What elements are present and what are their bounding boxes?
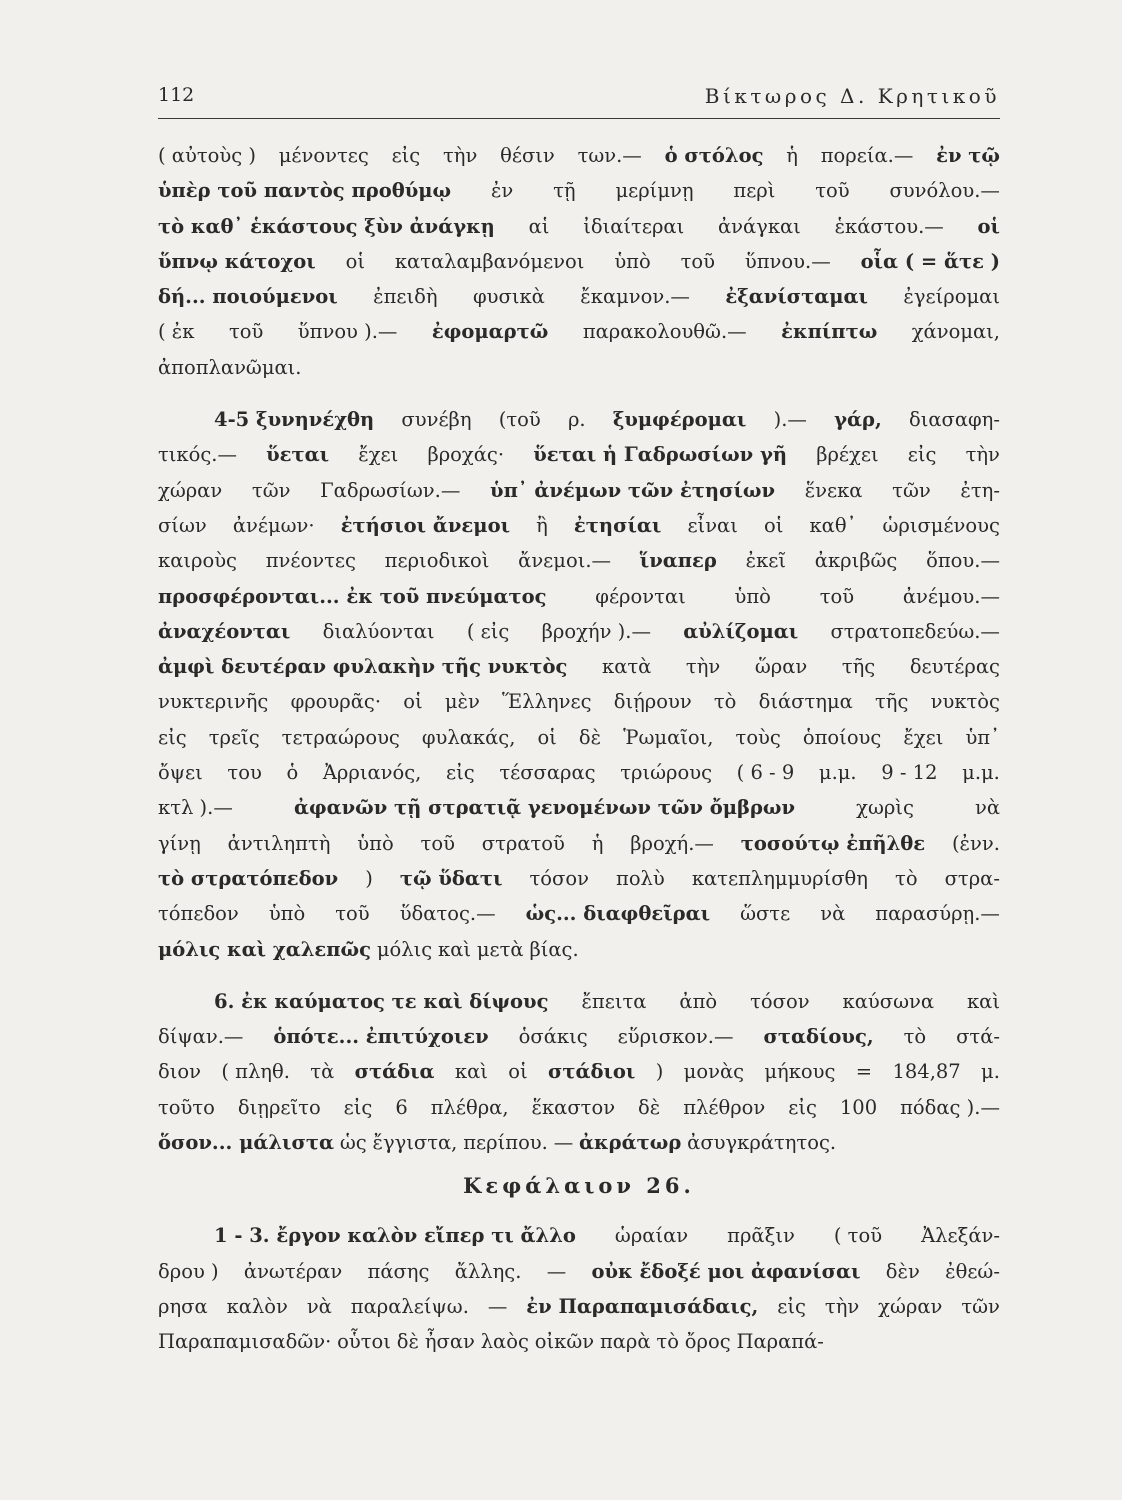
gloss-word: ἀποπλανῶμαι. [158, 355, 302, 379]
gloss-word: οὗτοι [337, 1330, 391, 1354]
lemma-term: ἵναπερ [639, 549, 717, 573]
gloss-word: τὴν [685, 655, 721, 679]
gloss-word: πορεία.— [820, 144, 914, 167]
text-line [158, 244, 1000, 279]
gloss-word: ἐν [490, 179, 514, 203]
gloss-word: τὴν [824, 1294, 860, 1318]
text-line [158, 1090, 1000, 1125]
gloss-word: νὰ [820, 902, 846, 926]
lemma-term: ὁ στόλος [664, 144, 764, 167]
text-line [158, 1289, 1000, 1324]
gloss-word: μὲν [444, 690, 480, 714]
lemma-term: ἐτήσιοι ἄνεμοι [340, 513, 511, 537]
lemma-term: ὡς... διαφθεῖραι [525, 902, 711, 926]
gloss-word: κατὰ [602, 655, 652, 679]
lemma-term: αὐλίζομαι [683, 619, 799, 643]
gloss-word: ( 6 - 9 [736, 761, 795, 785]
gloss-word: Παραπαμισαδῶν· [158, 1330, 332, 1354]
lemma-term: οὐκ ἔδοξέ μοι ἀφανίσαι [591, 1259, 861, 1283]
gloss-word: περίπου. [463, 1131, 548, 1155]
lemma-term: ὑπ᾽ ἀνέμων τῶν ἐτησίων [490, 478, 776, 502]
gloss-word: πόδας ).— [900, 1095, 1000, 1119]
gloss-word: βροχήν ).— [541, 619, 651, 643]
gloss-word: 184,87 [892, 1060, 961, 1084]
text-line [158, 720, 1000, 755]
gloss-word: εἶναι [687, 513, 738, 537]
text-line [158, 790, 1000, 825]
lemma-term: ἀφανῶν τῇ στρατιᾷ γενομένων τῶν ὄμβρων [293, 796, 796, 820]
text-line [158, 755, 1000, 790]
gloss-word: ἀνάγκαι [717, 214, 801, 238]
gloss-word: κτλ ).— [158, 796, 233, 820]
gloss-word: ἡ [786, 144, 798, 167]
chapter-heading-row [158, 1160, 1000, 1212]
gloss-word: βρέχει [816, 443, 879, 467]
chapter-heading: Κεφάλαιον 26. [463, 1173, 695, 1199]
gloss-word: κατεπλημμυρίσθη [691, 866, 868, 890]
gloss-word: πλέθρα, [430, 1095, 509, 1119]
gloss-word: εὕρισκον.— [617, 1025, 734, 1049]
gloss-word: ρ. [567, 408, 586, 432]
gloss-word: τῶν [251, 478, 291, 502]
gloss-word: Ἀρριανός, [322, 761, 422, 785]
lemma-term: ξυμφέρομαι [612, 408, 747, 432]
text-line [158, 861, 1000, 896]
gloss-word: ὕδατος.— [399, 902, 496, 926]
gloss-word: οἰκῶν [534, 1330, 595, 1354]
gloss-word: τρεῖς [208, 725, 260, 749]
lemma-term: ἀμφὶ δευτέραν φυλακὴν τῆς νυκτὸς [158, 655, 568, 679]
lemma-term: ὕεται ἡ Γαδρωσίων γῆ [533, 443, 788, 467]
gloss-word: καθ᾽ [809, 513, 857, 537]
gloss-word: φρουρᾶς· [290, 690, 382, 714]
gloss-word: ὑπὸ [734, 584, 771, 608]
gloss-word: ἑκάστου.— [834, 214, 944, 238]
lemma-term: τῷ ὕδατι [399, 866, 503, 890]
gloss-word: δὲ [638, 1095, 661, 1119]
text-line [158, 649, 1000, 684]
gloss-word: ἢ [536, 513, 548, 537]
gloss-word: δευτέρας [909, 655, 1000, 679]
gloss-word: ἰδιαίτεραι [583, 214, 685, 238]
gloss-word: καὶ [966, 989, 1000, 1013]
gloss-word: εἰς [446, 761, 475, 785]
gloss-word: οἱ [537, 725, 557, 749]
gloss-word: 100 [839, 1095, 878, 1119]
gloss-word: ρησα [158, 1294, 208, 1318]
gloss-word: Παραπά- [736, 1330, 824, 1354]
gloss-word: ) [655, 1060, 664, 1084]
text-line [158, 402, 1000, 437]
gloss-word: τόσον [529, 866, 589, 890]
paragraph-gap [158, 385, 1000, 402]
gloss-word: (ἐνν. [951, 831, 1000, 855]
gloss-word: οἱ [403, 690, 423, 714]
gloss-word: φέρονται [595, 584, 686, 608]
gloss-word: 6 [395, 1095, 408, 1119]
gloss-word: φυσικὰ [473, 285, 545, 309]
gloss-word: ἔχει [903, 725, 944, 749]
gloss-word: φυλακάς, [421, 725, 516, 749]
gloss-word: τέσσαρας [499, 761, 596, 785]
lemma-term: ἐτησίαι [573, 513, 662, 537]
gloss-word: εἰς [391, 144, 421, 167]
gloss-word: ἐγείρομαι [903, 285, 1000, 309]
gloss-word: ὑπὸ [268, 902, 306, 926]
gloss-word: μήκους [764, 1060, 836, 1084]
text-line [158, 350, 1000, 385]
gloss-word: βροχάς· [427, 443, 505, 467]
gloss-word: ἐτη- [960, 478, 1000, 502]
gloss-word: νὰ [306, 1294, 332, 1318]
gloss-word: τόσον [750, 989, 810, 1013]
text-line [158, 1218, 1000, 1253]
header-rule [158, 118, 1000, 119]
gloss-word: καύσωνα [842, 989, 934, 1013]
text-line [158, 579, 1000, 614]
gloss-word: τῶν [961, 1294, 1000, 1318]
gloss-word: καιροὺς [158, 549, 237, 573]
lemma-term: γάρ, [834, 408, 882, 432]
gloss-word: ἄλλης. [454, 1259, 522, 1283]
gloss-word: περιοδικοὶ [384, 549, 490, 573]
lemma-term: ἀκράτωρ [579, 1131, 682, 1155]
gloss-word: ( τοῦ [833, 1224, 883, 1248]
lemma-term: τὸ καθ᾽ ἑκάστους ξὺν ἀνάγκῃ [158, 214, 495, 238]
lemma-term: ὅσον... μάλιστα [158, 1131, 334, 1155]
gloss-word: ὑπὸ [357, 831, 394, 855]
lemma-term: ἐξανίσταμαι [725, 285, 868, 309]
gloss-word: καὶ [438, 937, 472, 961]
lemma-term: στάδιοι [547, 1060, 636, 1084]
gloss-word: παραλείψω. [350, 1294, 469, 1318]
gloss-word: αἱ [528, 214, 550, 238]
gloss-word: του [227, 761, 262, 785]
gloss-word: τῇ [553, 179, 576, 203]
gloss-word: νυκτὸς [930, 690, 1000, 714]
lemma-term: 4-5 ξυνηνέχθη [214, 408, 375, 432]
text-line [158, 932, 1000, 967]
paragraph [158, 402, 1000, 967]
gloss-word: ὕπνου.— [744, 249, 831, 273]
gloss-word: πνέοντες [265, 549, 356, 573]
gloss-word: περὶ [733, 179, 776, 203]
text-line [158, 1054, 1000, 1089]
gloss-word: δὲ [396, 1330, 419, 1354]
gloss-word: οἱ [763, 513, 784, 537]
gloss-word: δρου ) [158, 1259, 219, 1283]
gloss-word: βίας. [529, 937, 579, 961]
gloss-word: δὲν [885, 1259, 920, 1283]
body-text [158, 138, 1000, 1360]
paragraph [158, 984, 1000, 1160]
text-line [158, 684, 1000, 719]
running-title: Βίκτωρος Δ. Κρητικοῦ [704, 84, 1000, 108]
gloss-word: ὥστε [740, 902, 791, 926]
text-line [158, 1254, 1000, 1289]
gloss-word: τετραώρους [281, 725, 400, 749]
gloss-word: λαὸς [480, 1330, 529, 1354]
gloss-word: διασαφη- [908, 408, 1000, 432]
lemma-term: σταδίους, [763, 1025, 874, 1049]
gloss-word: τὸ [656, 1330, 679, 1354]
gloss-word: ( αὐτοὺς ) [158, 144, 256, 167]
text-line [158, 1125, 1000, 1160]
gloss-word: Ἕλληνες [502, 690, 592, 714]
lemma-term: ἐν Παραπαμισάδαις, [526, 1294, 759, 1318]
gloss-word: ὕπνου ).— [297, 320, 398, 344]
gloss-word: καλὸν [226, 1294, 288, 1318]
gloss-word: μ.μ. [962, 761, 1000, 785]
gloss-word: οἱ [508, 1060, 528, 1084]
gloss-word: ἀσυγκράτητος. [687, 1131, 837, 1155]
lemma-term: μόλις καὶ χαλεπῶς [158, 937, 371, 961]
lemma-term: ὕπνῳ κάτοχοι [158, 249, 316, 273]
gloss-word: ἐπειδὴ [373, 285, 438, 309]
gloss-word: νυκτερινῆς [158, 690, 269, 714]
text-line [158, 209, 1000, 244]
gloss-word: βροχή.— [630, 831, 714, 855]
gloss-word: καὶ [454, 1060, 488, 1084]
text-line [158, 279, 1000, 314]
gloss-word: ἔκαμνον.— [580, 285, 690, 309]
gloss-word: μετὰ [476, 937, 524, 961]
gloss-word: τοῦ [819, 584, 855, 608]
gloss-word: ἄνεμοι.— [518, 549, 612, 573]
lemma-term: προσφέρονται... ἐκ τοῦ πνεύματος [158, 584, 547, 608]
gloss-word: (τοῦ [498, 408, 541, 432]
gloss-word: Ἀλεξάν- [921, 1224, 1000, 1248]
gloss-word: ( πληθ. [221, 1060, 290, 1084]
gloss-word: ὁσάκις [518, 1025, 588, 1049]
gloss-word: ὄρος [684, 1330, 731, 1354]
gloss-word: δὲ [578, 725, 602, 749]
gloss-word: — [546, 1259, 567, 1283]
gloss-word: ἐθεώ- [945, 1259, 1000, 1283]
gloss-word: τοῦ [420, 831, 455, 855]
gloss-word: ἀνέμων· [232, 513, 315, 537]
lemma-term: 6. ἐκ καύματος τε καὶ δίψους [214, 989, 549, 1013]
lemma-term: οἷα ( = ἅτε ) [860, 249, 1000, 273]
gloss-word: πολὺ [616, 866, 665, 890]
paragraph [158, 1218, 1000, 1359]
gloss-word: ( εἰς [466, 619, 510, 643]
text-line [158, 173, 1000, 208]
gloss-word: στά- [956, 1025, 1000, 1049]
page-number: 112 [158, 84, 195, 106]
gloss-word: ἕνεκα [804, 478, 863, 502]
gloss-word: τοῦ [335, 902, 370, 926]
text-line [158, 896, 1000, 931]
lemma-term: ἀναχέονται [158, 619, 291, 643]
text-line [158, 826, 1000, 861]
lemma-term: ἐφομαρτῶ [431, 320, 549, 344]
gloss-word: ἔγγιστα, [372, 1131, 458, 1155]
gloss-word: ).— [773, 408, 807, 432]
gloss-word: τοῦτο [158, 1095, 215, 1119]
gloss-word: ἕκαστον [531, 1095, 616, 1119]
lemma-term: 1 - 3. ἔργον καλὸν εἴπερ τι ἄλλο [214, 1224, 576, 1248]
gloss-word: παρασύρῃ.— [875, 902, 1000, 926]
gloss-word: ὡς [339, 1131, 367, 1155]
gloss-word: γίνῃ [158, 831, 201, 855]
gloss-word: συνόλου.— [889, 179, 1000, 203]
lemma-term: ὑπὲρ τοῦ παντὸς προθύμῳ [158, 179, 452, 203]
gloss-word: ὑπ᾽ [965, 725, 1000, 749]
text-line [158, 1324, 1000, 1359]
gloss-word: πάσης [367, 1259, 430, 1283]
text-line [158, 984, 1000, 1019]
gloss-word: ὡρισμένους [882, 513, 1000, 537]
lemma-term: τοσούτῳ ἐπῆλθε [740, 831, 926, 855]
gloss-word: διαλύονται [322, 619, 435, 643]
gloss-word: μονὰς [683, 1060, 745, 1084]
gloss-word: μένοντες [278, 144, 369, 167]
gloss-word: διάστημα [758, 690, 853, 714]
gloss-word: ἀπὸ [679, 989, 718, 1013]
lemma-term: στάδια [354, 1060, 435, 1084]
lemma-term: τὸ στρατόπεδον [158, 866, 339, 890]
gloss-word: ἀνωτέραν [243, 1259, 343, 1283]
gloss-word: εἰς [343, 1095, 373, 1119]
lemma-term: ἐν τῷ [936, 144, 1000, 167]
gloss-word: στρατοπεδεύω.— [830, 619, 1000, 643]
lemma-term: ὁπότε... ἐπιτύχοιεν [273, 1025, 489, 1049]
gloss-word: εἰς [788, 1095, 817, 1119]
gloss-word: τοῦ [680, 249, 715, 273]
gloss-word: τῆς [875, 690, 909, 714]
gloss-word: χάνομαι, [911, 320, 1000, 344]
gloss-word: ὁποίους [802, 725, 882, 749]
gloss-word: ὅπου.— [926, 549, 1000, 573]
gloss-word: διον [158, 1060, 201, 1084]
gloss-word: τοὺς [735, 725, 781, 749]
text-line [158, 543, 1000, 578]
gloss-word: ἐκεῖ [745, 549, 787, 573]
gloss-word: ἀκριβῶς [814, 549, 898, 573]
text-line [158, 1019, 1000, 1054]
gloss-word: = [855, 1060, 873, 1084]
gloss-word: 9 - 12 [881, 761, 938, 785]
gloss-word: τικός.— [158, 443, 237, 467]
gloss-word: ὥραν [754, 655, 808, 679]
gloss-word: ὁ [286, 761, 299, 785]
gloss-word: τὰ [310, 1060, 335, 1084]
text-line [158, 314, 1000, 349]
gloss-word: ὄψει [158, 761, 203, 785]
gloss-word: τὸ [903, 1025, 927, 1049]
gloss-word: μ. [981, 1060, 1000, 1084]
gloss-word: διῃρεῖτο [237, 1095, 321, 1119]
gloss-word: μ.μ. [818, 761, 857, 785]
gloss-word: Ῥωμαῖοι, [623, 725, 714, 749]
gloss-word: νὰ [974, 796, 1000, 820]
gloss-word: διῄρουν [613, 690, 692, 714]
gloss-word: δίψαν.— [158, 1025, 244, 1049]
gloss-word: τριώρους [620, 761, 712, 785]
gloss-word: τὴν [443, 144, 478, 167]
paragraph-gap [158, 967, 1000, 984]
gloss-word: τοῦ [228, 320, 264, 344]
gloss-word: τοῦ [815, 179, 850, 203]
gloss-word: στρα- [944, 866, 1000, 890]
gloss-word: παρὰ [599, 1330, 651, 1354]
gloss-word: χώραν [878, 1294, 943, 1318]
gloss-word: — [553, 1131, 574, 1155]
lemma-term: ὕεται [266, 443, 330, 467]
gloss-word: τὸ [895, 866, 918, 890]
gloss-word: χώραν [158, 478, 223, 502]
gloss-word: πλέθρον [683, 1095, 766, 1119]
gloss-word: ἔπειτα [581, 989, 647, 1013]
gloss-word: ἀνέμου.— [902, 584, 1000, 608]
gloss-word: ἀντιληπτὴ [227, 831, 331, 855]
gloss-word: τῶν [892, 478, 931, 502]
gloss-word: πρᾶξιν [727, 1224, 795, 1248]
text-line [158, 473, 1000, 508]
gloss-word: εἰς [907, 443, 937, 467]
paragraph [158, 138, 1000, 385]
gloss-word: ἦσαν [424, 1330, 475, 1354]
gloss-word: τῆς [841, 655, 876, 679]
gloss-word: θέσιν [500, 144, 555, 167]
gloss-word: εἰς [158, 725, 187, 749]
gloss-word: ὡραίαν [614, 1224, 689, 1248]
gloss-word: παρακολουθῶ.— [582, 320, 747, 344]
gloss-word: καταλαμβανόμενοι [394, 249, 585, 273]
gloss-word: ὑπὸ [614, 249, 651, 273]
gloss-word: μερίμνῃ [615, 179, 694, 203]
page-header [158, 84, 1000, 114]
gloss-word: μόλις [376, 937, 433, 961]
text-line [158, 614, 1000, 649]
text-line [158, 508, 1000, 543]
gloss-word: σίων [158, 513, 207, 537]
gloss-word: των.— [577, 144, 642, 167]
gloss-word: εἰς [777, 1294, 806, 1318]
gloss-word: ἔχει [358, 443, 399, 467]
text-line [158, 138, 1000, 173]
gloss-word: οἱ [345, 249, 365, 273]
gloss-word: τὸ [713, 690, 737, 714]
gloss-word: ( ἐκ [158, 320, 195, 344]
lemma-term: δή... ποιούμενοι [158, 285, 338, 309]
gloss-word: — [487, 1294, 508, 1318]
text-line [158, 437, 1000, 472]
gloss-word: Γαδρωσίων.— [320, 478, 461, 502]
lemma-term: ἐκπίπτω [781, 320, 878, 344]
gloss-word: τὴν [965, 443, 1000, 467]
gloss-word: χωρὶς [856, 796, 914, 820]
gloss-word: ἡ [591, 831, 604, 855]
lemma-term: οἱ [977, 214, 1000, 238]
gloss-word: τόπεδον [158, 902, 239, 926]
gloss-word: ) [365, 866, 373, 890]
gloss-word: στρατοῦ [481, 831, 565, 855]
gloss-word: συνέβη [401, 408, 472, 432]
